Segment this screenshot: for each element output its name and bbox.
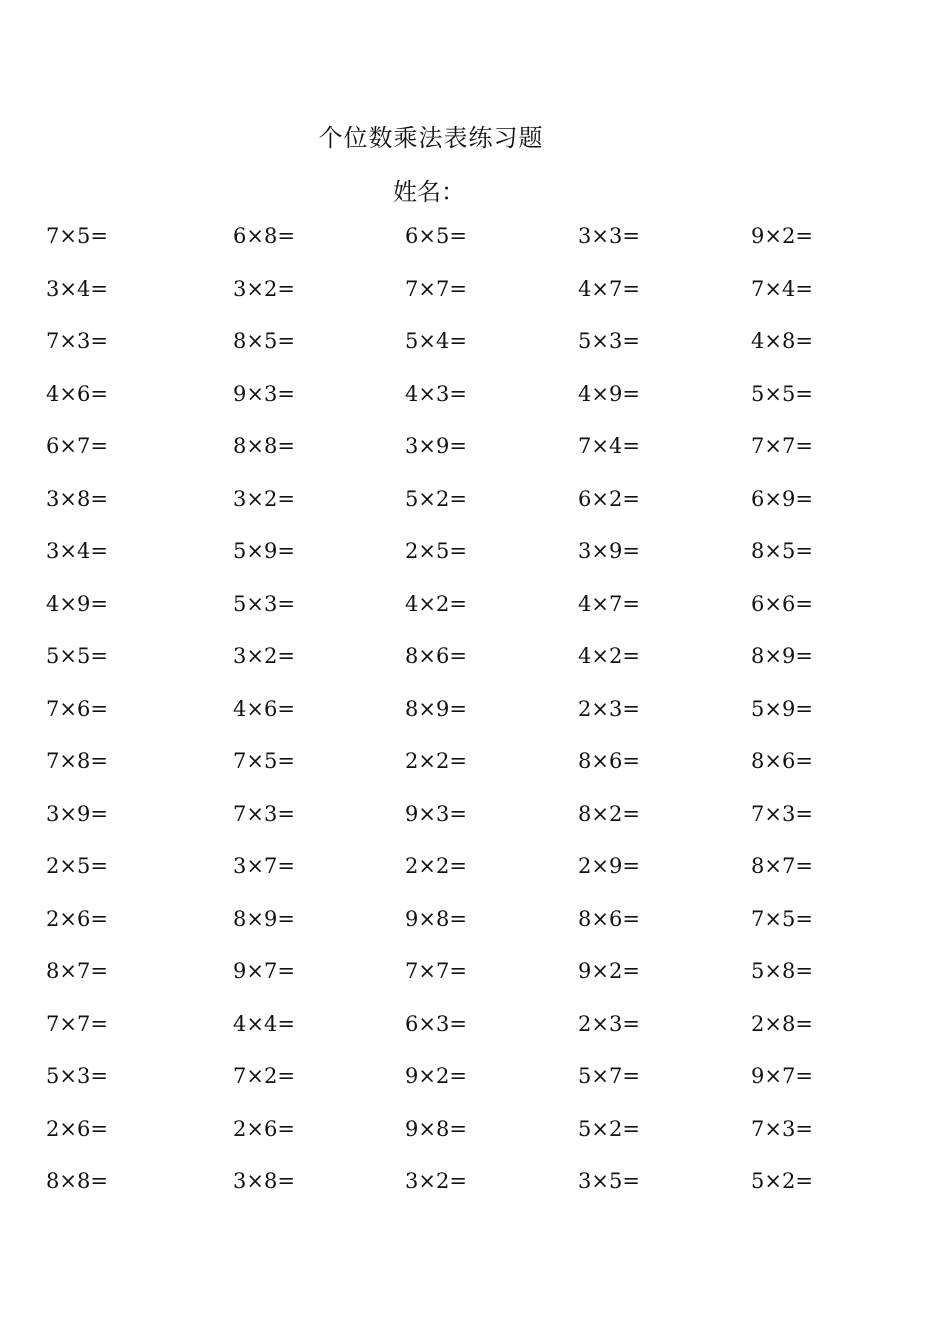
problem-item: 7×2=	[233, 1064, 295, 1088]
problem-item: 9×8=	[405, 1116, 467, 1141]
problem-item: 9×2=	[405, 1064, 467, 1088]
problem-row	[0, 487, 950, 540]
problem-item: 7×5=	[233, 749, 295, 773]
problem-item: 7×8=	[46, 749, 108, 773]
problem-item: 6×8=	[233, 224, 295, 248]
problem-row	[0, 697, 950, 750]
problem-item: 4×7=	[578, 591, 640, 616]
problem-item: 4×8=	[751, 329, 813, 353]
worksheet-title: 个位数乘法表练习题	[318, 124, 544, 152]
problem-row	[0, 434, 950, 487]
problem-item: 8×8=	[233, 434, 295, 458]
problem-item: 8×7=	[751, 854, 813, 878]
problem-item: 9×2=	[578, 959, 640, 983]
problem-item: 7×7=	[751, 434, 813, 458]
problem-item: 2×8=	[751, 1011, 813, 1036]
problem-row	[0, 1169, 950, 1222]
problem-item: 2×2=	[405, 749, 467, 773]
problem-item: 3×8=	[46, 486, 108, 511]
problem-item: 2×3=	[578, 1011, 640, 1036]
problem-item: 5×5=	[46, 644, 108, 668]
problem-row	[0, 1117, 950, 1170]
problem-item: 5×4=	[405, 329, 467, 353]
problem-item: 5×2=	[578, 1116, 640, 1141]
problem-item: 6×5=	[405, 224, 467, 248]
problem-item: 3×8=	[233, 1169, 295, 1193]
problem-row	[0, 644, 950, 697]
problem-item: 3×9=	[46, 801, 108, 826]
problem-item: 5×3=	[233, 591, 295, 616]
problem-item: 2×9=	[578, 854, 640, 878]
problem-row	[0, 907, 950, 960]
problem-item: 7×6=	[46, 696, 108, 721]
problem-row	[0, 749, 950, 802]
problem-item: 8×6=	[751, 749, 813, 773]
problem-item: 3×9=	[578, 539, 640, 563]
problem-item: 5×5=	[751, 381, 813, 406]
problem-item: 7×5=	[46, 224, 108, 248]
problem-item: 3×2=	[233, 486, 295, 511]
problem-item: 8×6=	[578, 906, 640, 931]
problem-item: 3×5=	[578, 1169, 640, 1193]
problem-item: 8×5=	[233, 329, 295, 353]
problem-item: 5×2=	[405, 486, 467, 511]
problem-item: 7×3=	[46, 329, 108, 353]
problem-item: 8×9=	[751, 644, 813, 668]
problem-item: 5×9=	[751, 696, 813, 721]
problem-row	[0, 224, 950, 277]
problem-item: 8×9=	[233, 906, 295, 931]
problem-item: 6×2=	[578, 486, 640, 511]
problem-row	[0, 277, 950, 330]
problem-item: 4×6=	[233, 696, 295, 721]
problem-item: 8×5=	[751, 539, 813, 563]
problem-item: 2×6=	[46, 1116, 108, 1141]
problem-item: 2×6=	[46, 906, 108, 931]
problem-item: 5×3=	[46, 1064, 108, 1088]
problem-item: 8×6=	[405, 644, 467, 668]
problem-item: 4×2=	[578, 644, 640, 668]
problem-row	[0, 539, 950, 592]
problem-item: 4×4=	[233, 1011, 295, 1036]
problem-item: 2×5=	[405, 539, 467, 563]
problem-row	[0, 329, 950, 382]
problem-item: 9×3=	[405, 801, 467, 826]
problem-item: 4×9=	[578, 381, 640, 406]
problem-item: 3×4=	[46, 276, 108, 301]
problem-row	[0, 1012, 950, 1065]
problem-item: 7×4=	[751, 276, 813, 301]
problem-item: 3×3=	[578, 224, 640, 248]
problem-item: 3×2=	[233, 644, 295, 668]
problem-item: 9×7=	[751, 1064, 813, 1088]
problem-item: 3×2=	[233, 276, 295, 301]
problem-item: 2×6=	[233, 1116, 295, 1141]
problem-item: 5×2=	[751, 1169, 813, 1193]
problem-item: 6×3=	[405, 1011, 467, 1036]
problem-item: 2×3=	[578, 696, 640, 721]
problem-item: 8×2=	[578, 801, 640, 826]
problem-item: 8×9=	[405, 696, 467, 721]
problem-item: 8×8=	[46, 1169, 108, 1193]
problem-item: 3×9=	[405, 434, 467, 458]
problem-item: 7×3=	[751, 1116, 813, 1141]
problem-item: 8×6=	[578, 749, 640, 773]
problem-item: 7×3=	[233, 801, 295, 826]
problem-item: 9×7=	[233, 959, 295, 983]
problem-item: 2×5=	[46, 854, 108, 878]
problem-item: 5×3=	[578, 329, 640, 353]
problem-item: 5×9=	[233, 539, 295, 563]
problem-grid	[0, 224, 950, 1222]
problem-item: 5×8=	[751, 959, 813, 983]
problem-item: 7×5=	[751, 906, 813, 931]
problem-row	[0, 592, 950, 645]
name-label: 姓名：	[393, 178, 465, 206]
problem-item: 3×4=	[46, 539, 108, 563]
problem-item: 8×7=	[46, 959, 108, 983]
problem-item: 7×7=	[405, 276, 467, 301]
problem-item: 2×2=	[405, 854, 467, 878]
problem-item: 7×7=	[46, 1011, 108, 1036]
problem-row	[0, 854, 950, 907]
problem-row	[0, 1064, 950, 1117]
problem-item: 4×9=	[46, 591, 108, 616]
problem-item: 5×7=	[578, 1064, 640, 1088]
problem-row	[0, 382, 950, 435]
problem-row	[0, 802, 950, 855]
problem-item: 4×6=	[46, 381, 108, 406]
problem-row	[0, 959, 950, 1012]
problem-item: 7×4=	[578, 434, 640, 458]
problem-item: 6×6=	[751, 591, 813, 616]
problem-item: 7×7=	[405, 959, 467, 983]
problem-item: 4×7=	[578, 276, 640, 301]
problem-item: 3×7=	[233, 854, 295, 878]
problem-item: 4×3=	[405, 381, 467, 406]
problem-item: 6×7=	[46, 434, 108, 458]
problem-item: 7×3=	[751, 801, 813, 826]
problem-item: 6×9=	[751, 486, 813, 511]
problem-item: 9×8=	[405, 906, 467, 931]
problem-item: 9×3=	[233, 381, 295, 406]
problem-item: 4×2=	[405, 591, 467, 616]
problem-item: 9×2=	[751, 224, 813, 248]
problem-item: 3×2=	[405, 1169, 467, 1193]
